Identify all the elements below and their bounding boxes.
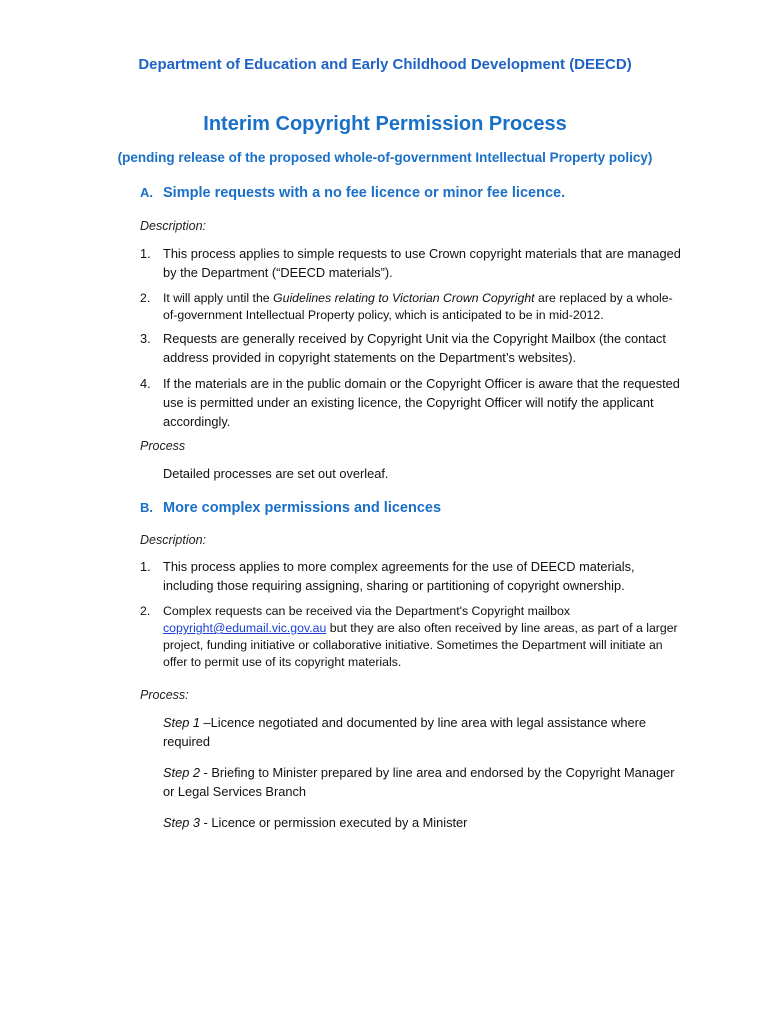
section-b-title: More complex permissions and licences — [163, 500, 442, 516]
item-number: 4. — [140, 376, 151, 391]
section-a-heading — [140, 185, 565, 201]
section-b-heading — [140, 500, 441, 516]
step-text: - Briefing to Minister prepared by line area and endorsed by the Copyright Manager or Legal Services Branch — [163, 765, 675, 799]
step-label: Step 1 — [163, 715, 200, 730]
item-text-pre: Complex requests can be received via the Department's Copyright mailbox — [163, 604, 570, 618]
section-a-process-label: Process — [140, 439, 186, 453]
section-a-item-4 — [140, 374, 685, 431]
copyright-email-link[interactable]: copyright@edumail.vic.gov.au — [163, 621, 327, 635]
item-text-post: are replaced by a whole-of-government Intellectual Property policy, which is anticipated to be in mid-2012. — [163, 291, 673, 322]
step-text: –Licence negotiated and documented by line area with legal assistance where required — [163, 715, 647, 749]
item-text: Requests are generally received by Copyright Unit via the Copyright Mailbox (the contact address provided in copyright statements on the Department’s websites). — [163, 331, 666, 365]
section-b-process-label: Process: — [140, 688, 189, 702]
section-b-item-2 — [140, 603, 685, 671]
section-a-description-label: Description: — [140, 219, 206, 233]
document-subtitle: (pending release of the proposed whole-of-government Intellectual Property policy) — [117, 150, 653, 165]
section-b-description-label: Description: — [140, 533, 206, 547]
item-text-post: but they are also often received by line areas, as part of a larger project, funding initiative or collaborative initiative. Sometimes the Department will initiate an offer to permit use of its copyright materials. — [163, 621, 678, 669]
section-a-item-3 — [140, 329, 685, 367]
item-text: This process applies to simple requests to use Crown copyright materials that are managed by the Department (“DEECD materials”). — [163, 246, 681, 280]
section-a-process-text: Detailed processes are set out overleaf. — [163, 466, 389, 481]
item-text: If the materials are in the public domain or the Copyright Officer is aware that the requested use is permitted under an existing licence, the Copyright Officer will notify the applicant accordingly. — [163, 376, 680, 429]
step-text: - Licence or permission executed by a Minister — [200, 815, 468, 830]
item-text-pre: It will apply until the — [163, 291, 274, 305]
section-a-item-2 — [140, 290, 685, 324]
section-a-letter: A. — [140, 185, 153, 200]
item-number: 2. — [140, 604, 151, 618]
item-number: 1. — [140, 246, 151, 261]
section-b-letter: B. — [140, 500, 153, 515]
guidelines-title: Guidelines relating to Victorian Crown Copyright — [273, 291, 535, 305]
department-header: Department of Education and Early Childhood Development (DEECD) — [138, 56, 632, 73]
step-label: Step 2 — [163, 765, 200, 780]
step-1 — [163, 713, 683, 751]
item-text: This process applies to more complex agreements for the use of DEECD materials, including those requiring assigning, sharing or partitioning of copyright ownership. — [163, 559, 635, 593]
section-a-item-1 — [140, 244, 685, 282]
section-a-title: Simple requests with a no fee licence or minor fee licence. — [163, 185, 566, 201]
item-number: 1. — [140, 559, 151, 574]
step-3 — [163, 813, 683, 832]
section-b-item-1 — [140, 557, 685, 595]
step-label: Step 3 — [163, 815, 200, 830]
step-2 — [163, 763, 683, 801]
item-number: 2. — [140, 291, 151, 305]
item-number: 3. — [140, 331, 151, 346]
document-title: Interim Copyright Permission Process — [203, 113, 567, 135]
